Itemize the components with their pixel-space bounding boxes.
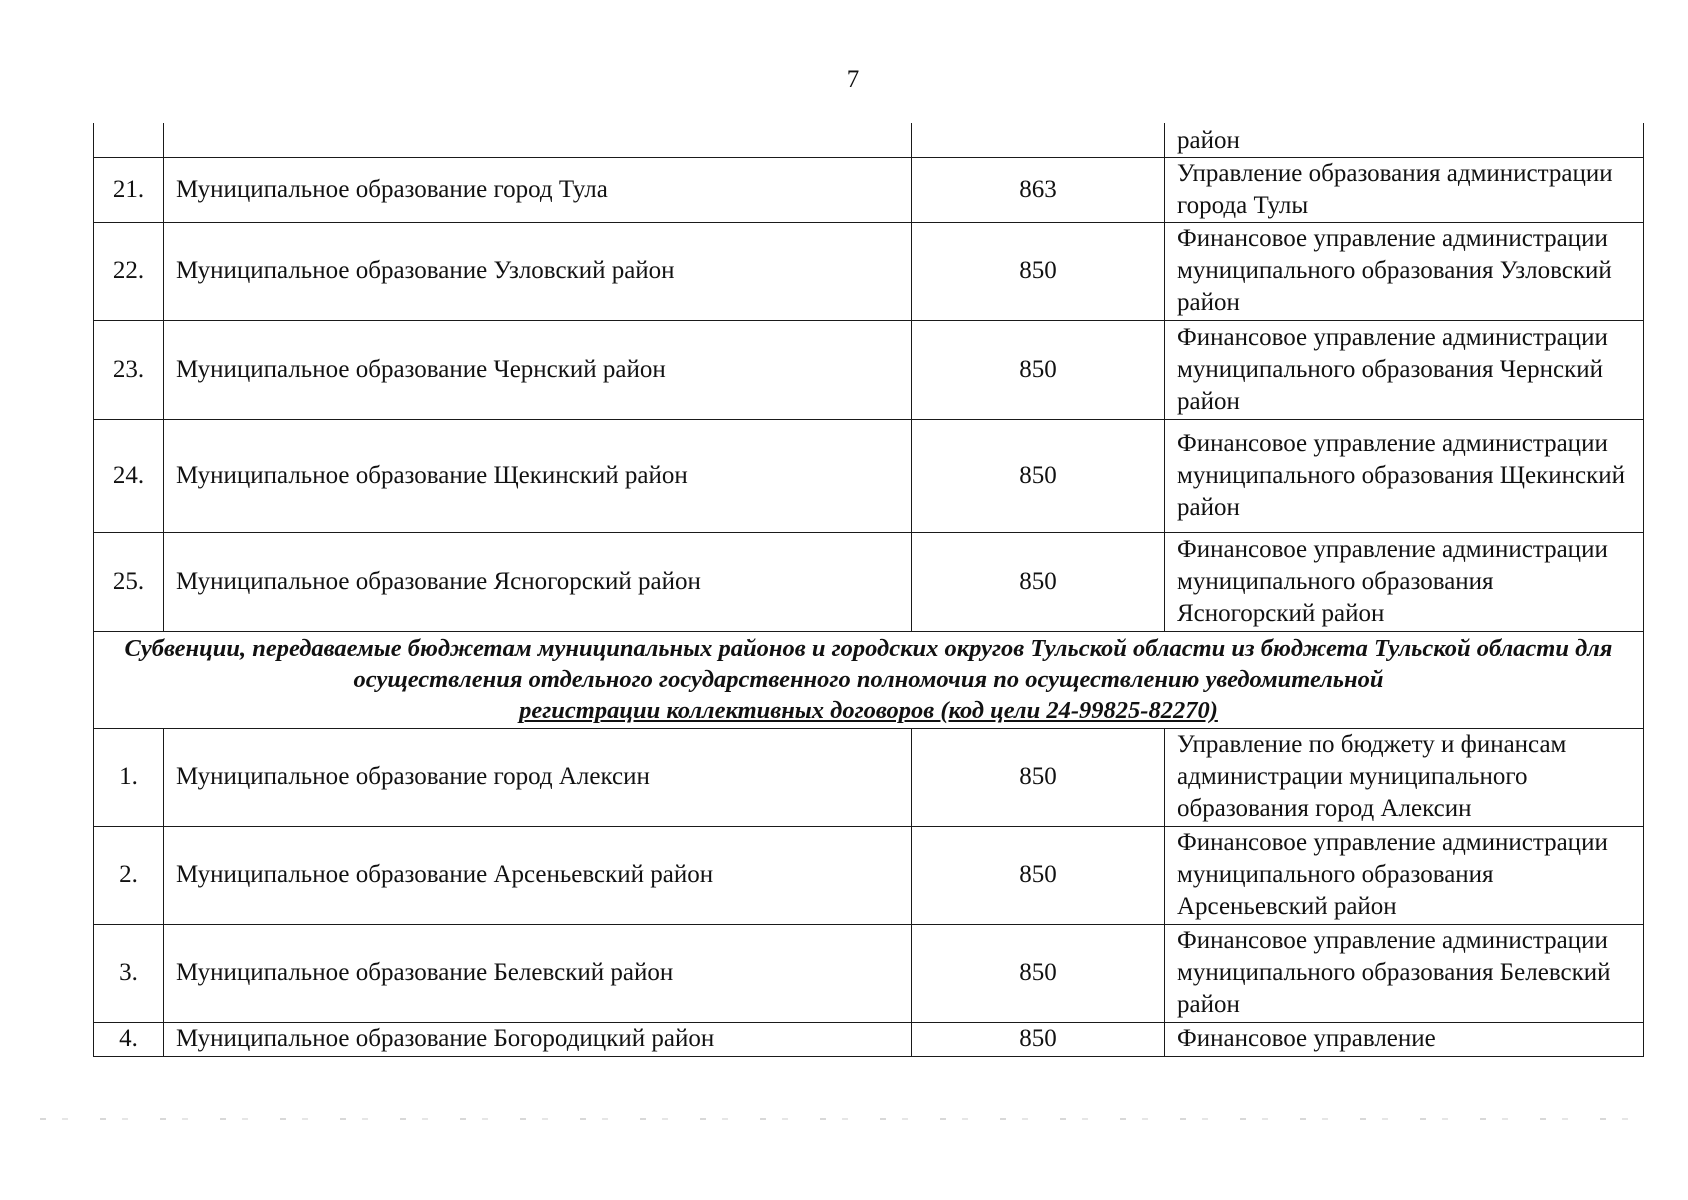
administrator-name: Управление по бюджету и финансам администрации муниципального образования город Алексин (1165, 728, 1644, 826)
administrator-name: Финансовое управление администрации муниципального образования Арсеньевский район (1165, 826, 1644, 924)
section-header-row (94, 631, 1644, 728)
administrator-name: Финансовое управление администрации муниципального образования Ясногорский район (1165, 532, 1644, 631)
page-number: 7 (846, 66, 860, 93)
administrator-name: Управление образования администрации города Тулы (1165, 157, 1644, 222)
table-row (94, 1022, 1644, 1056)
section-title-last-line: регистрации коллективных договоров (код цели 24-99825-82270) (519, 697, 1218, 724)
row-number (94, 123, 164, 157)
budget-code: 850 (912, 728, 1165, 826)
budget-code: 850 (912, 532, 1165, 631)
municipality-name: Муниципальное образование Арсеньевский район (164, 826, 912, 924)
table-row (94, 222, 1644, 320)
row-number: 23. (94, 320, 164, 419)
row-number: 2. (94, 826, 164, 924)
municipality-name: Муниципальное образование Ясногорский район (164, 532, 912, 631)
administrator-name: Финансовое управление администрации муниципального образования Щекинский район (1165, 419, 1644, 532)
row-number: 22. (94, 222, 164, 320)
row-number: 24. (94, 419, 164, 532)
section-title (94, 631, 1644, 728)
table-row (94, 532, 1644, 631)
budget-code: 850 (912, 826, 1165, 924)
continuation-row (94, 123, 1644, 157)
budget-code: 850 (912, 1022, 1165, 1056)
budget-code: 850 (912, 320, 1165, 419)
row-number: 21. (94, 157, 164, 222)
administrator-name: район (1165, 123, 1644, 157)
municipality-name: Муниципальное образование город Тула (164, 157, 912, 222)
distribution-table (93, 123, 1644, 1057)
municipality-name: Муниципальное образование город Алексин (164, 728, 912, 826)
budget-code: 863 (912, 157, 1165, 222)
budget-code: 850 (912, 222, 1165, 320)
table-row (94, 826, 1644, 924)
administrator-name: Финансовое управление администрации муниципального образования Чернский район (1165, 320, 1644, 419)
row-number: 1. (94, 728, 164, 826)
table-row (94, 419, 1644, 532)
municipality-name: Муниципальное образование Чернский район (164, 320, 912, 419)
row-number: 4. (94, 1022, 164, 1056)
budget-code (912, 123, 1165, 157)
administrator-name: Финансовое управление администрации муниципального образования Узловский район (1165, 222, 1644, 320)
table-row (94, 728, 1644, 826)
budget-code: 850 (912, 924, 1165, 1022)
municipality-name (164, 123, 912, 157)
row-number: 25. (94, 532, 164, 631)
table-row (94, 157, 1644, 222)
municipality-name: Муниципальное образование Белевский район (164, 924, 912, 1022)
municipality-name: Муниципальное образование Узловский район (164, 222, 912, 320)
administrator-name: Финансовое управление (1165, 1022, 1644, 1056)
row-number: 3. (94, 924, 164, 1022)
budget-code: 850 (912, 419, 1165, 532)
table-row (94, 924, 1644, 1022)
section-title-text: Субвенции, передаваемые бюджетам муниципальных районов и городских округов Тульской области из бюджета Тульской области для осуществления отдельного государственного полномочия по осуществлению уведомительной (124, 635, 1613, 693)
scan-artifact-line (40, 1118, 1640, 1120)
table-row (94, 320, 1644, 419)
municipality-name: Муниципальное образование Щекинский район (164, 419, 912, 532)
municipality-name: Муниципальное образование Богородицкий район (164, 1022, 912, 1056)
administrator-name: Финансовое управление администрации муниципального образования Белевский район (1165, 924, 1644, 1022)
